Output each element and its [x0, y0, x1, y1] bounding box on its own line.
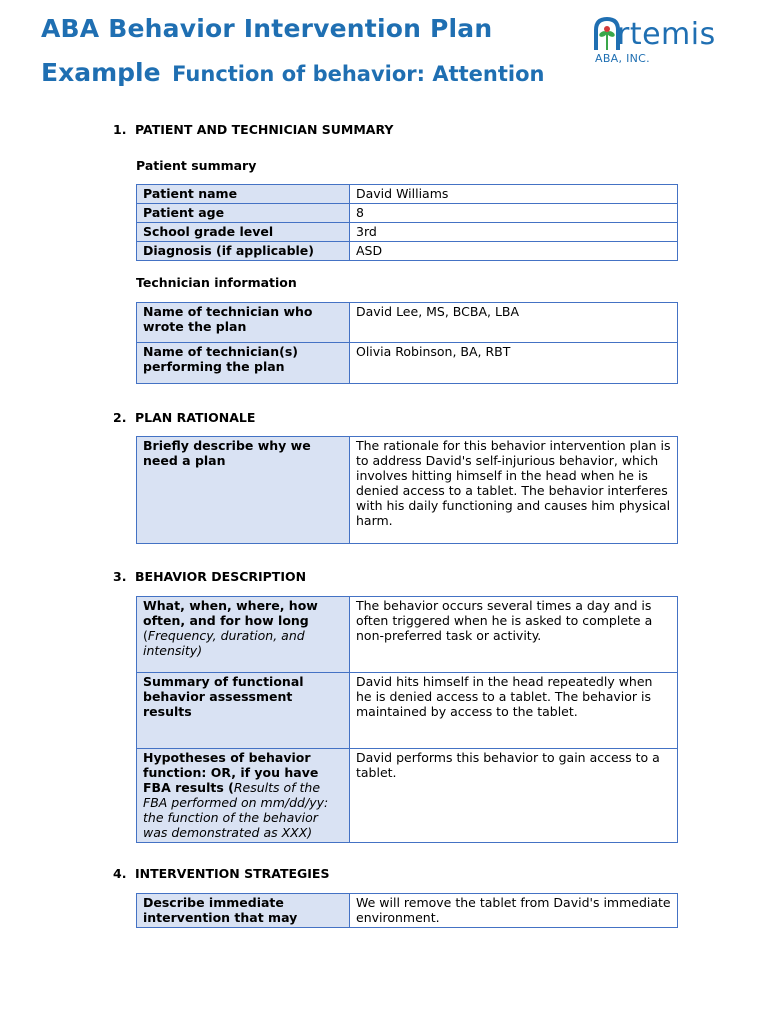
artemis-logo	[592, 16, 732, 68]
technician-info-table	[136, 302, 678, 384]
row-label: Describe immediate intervention that may	[137, 894, 350, 928]
row-label: Name of technician(s) performing the plan	[137, 343, 350, 384]
row-label	[137, 597, 350, 673]
row-label	[137, 749, 350, 843]
section-4-heading	[113, 866, 329, 881]
table-row	[137, 437, 678, 544]
row-label: Summary of functional behavior assessment results	[137, 673, 350, 749]
table-row	[137, 894, 678, 928]
table-row	[137, 185, 678, 204]
technician-info-heading: Technician information	[136, 275, 297, 290]
section-3-heading	[113, 569, 306, 584]
label-strong: Hypotheses of behavior function: OR, if you have FBA results (	[143, 750, 319, 795]
row-label: Briefly describe why we need a plan	[137, 437, 350, 544]
section-title: BEHAVIOR DESCRIPTION	[135, 569, 307, 584]
document-title-line1: ABA Behavior Intervention Plan	[41, 14, 493, 43]
title-function: Function of behavior: Attention	[172, 62, 545, 86]
label-strong: What, when, where, how often, and for how long	[143, 598, 318, 628]
label-paren: (	[143, 628, 148, 643]
table-row	[137, 303, 678, 343]
row-label: Patient age	[137, 204, 350, 223]
row-value: David Williams	[350, 185, 678, 204]
row-value: David performs this behavior to gain access to a tablet.	[350, 749, 678, 843]
table-row	[137, 597, 678, 673]
logo-wordmark: rtemis	[617, 17, 716, 52]
title-example: Example	[41, 58, 161, 87]
row-label: Patient name	[137, 185, 350, 204]
table-row	[137, 223, 678, 242]
table-row	[137, 343, 678, 384]
row-value: David hits himself in the head repeatedly when he is denied access to a tablet. The behavior is maintained by access to the tablet.	[350, 673, 678, 749]
logo-subtitle: ABA, INC.	[595, 52, 650, 65]
section-1-heading	[113, 122, 393, 137]
label-note: Results of the FBA performed on mm/dd/yy: the function of the behavior was demonstrated as XXX)	[143, 780, 329, 840]
row-value: Olivia Robinson, BA, RBT	[350, 343, 678, 384]
section-2-heading	[113, 410, 255, 425]
document-title-line2	[41, 58, 545, 87]
section-title: INTERVENTION STRATEGIES	[135, 866, 330, 881]
row-value: 8	[350, 204, 678, 223]
section-number: 4.	[113, 866, 127, 881]
row-label: Diagnosis (if applicable)	[137, 242, 350, 261]
row-value: We will remove the tablet from David's immediate environment.	[350, 894, 678, 928]
section-number: 2.	[113, 410, 127, 425]
behavior-description-table	[136, 596, 678, 843]
row-value: ASD	[350, 242, 678, 261]
section-number: 1.	[113, 122, 127, 137]
table-row	[137, 749, 678, 843]
plan-rationale-table	[136, 436, 678, 544]
row-value: David Lee, MS, BCBA, LBA	[350, 303, 678, 343]
row-label: Name of technician who wrote the plan	[137, 303, 350, 343]
row-value: 3rd	[350, 223, 678, 242]
row-label: School grade level	[137, 223, 350, 242]
section-title: PATIENT AND TECHNICIAN SUMMARY	[135, 122, 394, 137]
table-row	[137, 242, 678, 261]
section-title: PLAN RATIONALE	[135, 410, 256, 425]
intervention-strategies-table	[136, 893, 678, 928]
patient-summary-heading: Patient summary	[136, 158, 257, 173]
row-value: The behavior occurs several times a day and is often triggered when he is asked to complete a non-preferred task or activity.	[350, 597, 678, 673]
row-value: The rationale for this behavior intervention plan is to address David's self-injurious behavior, which involves hitting himself in the head when he is denied access to a tablet. The behavior interferes with his daily functioning and causes him physical harm.	[350, 437, 678, 544]
label-note: Frequency, duration, and intensity)	[143, 628, 305, 658]
table-row	[137, 204, 678, 223]
section-number: 3.	[113, 569, 127, 584]
patient-summary-table	[136, 184, 678, 261]
table-row	[137, 673, 678, 749]
